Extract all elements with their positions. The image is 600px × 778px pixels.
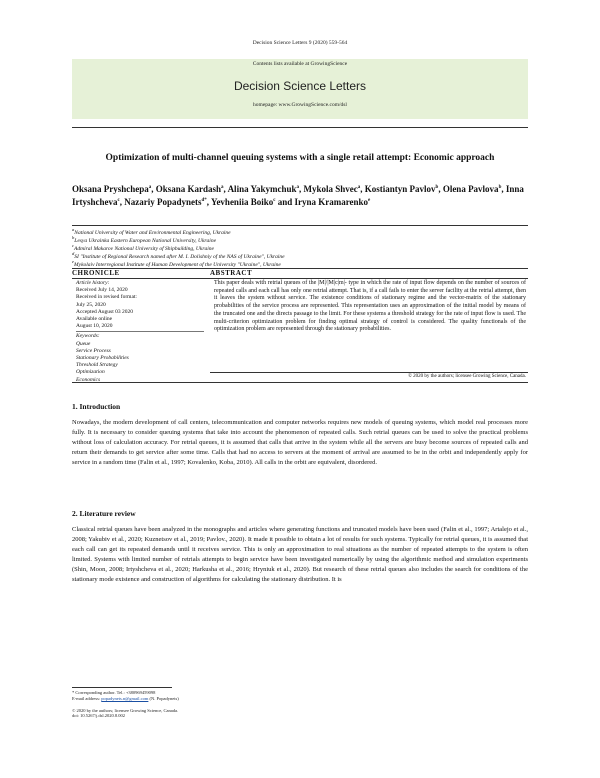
- chronicle-list: [76, 280, 204, 384]
- email-link[interactable]: popadynets.n@gmail.com: [101, 695, 149, 701]
- history-label: Article history:: [76, 280, 110, 286]
- author: Inna Irtyshcheva$^c$: [72, 184, 524, 207]
- affiliation: $^b$Lesya Ukrainka Eastern European National University, Ukraine: [72, 235, 217, 244]
- author: Oksana Pryshchepa$^a$: [72, 184, 152, 194]
- doi-line[interactable]: doi: 10.5267/j.dsl.2020.8.002: [72, 713, 126, 719]
- journal-banner: [72, 59, 528, 119]
- affiliation: $^d$SI "Institute of Regional Research named after M. I. Dolishniy of the NAS of Ukraine", Ukraine: [72, 251, 285, 260]
- paper-title: Optimization of multi-channel queuing systems with a single retail attempt: Economic approach: [105, 153, 495, 163]
- accepted-date: Accepted August 03 2020: [76, 308, 133, 315]
- footnote-rule: [72, 687, 172, 688]
- top-divider: [72, 127, 528, 128]
- author: Oksana Kardash$^a$: [155, 184, 224, 194]
- abstract-rule: [210, 372, 528, 373]
- author: Mykola Shvec$^a$: [303, 184, 361, 194]
- abstract-text: This paper deals with retrial queues of the |M|/|M|c|m|- type in which the rate of input flow depends on the number of sources of repeated calls and each call has only one retrial attempt. That is, if a call fails to enter the server facility at the retrial attempt, then it leaves the system without service. The existence conditions of stationary regime and the vector-matrix of the stationary probabilities of the service process are represented. This representation uses an approximation of the initial model by means of the truncated one and the directs passage to the limit. For these systems a threshold strategy for the rate of input flow is used. The multi-criterion optimization problem for finding optimal strategy of control is considered. The quality functionals of the optimization problem are represented through the stationary probabilities.: [214, 280, 526, 333]
- section-heading-introduction: 1. Introduction: [72, 402, 121, 411]
- license-line: © 2020 by the authors; licensee Growing Science, Canada.: [72, 707, 179, 713]
- author-list: Oksana Pryshchepa$^a$, Oksana Kardash$^a$, Alina Yakymchuk$^a$, Mykola Shvec$^a$, Kostiantyn Pavlov$^b$, Olena Pavlova$^b$, Inna Irtyshcheva$^c$, Nazariy Popadynets$^{d*}$, Yevheniia Boiko$^c$ and Iryna Kramarenko$^e$: [72, 184, 524, 207]
- author: Nazariy Popadynets$^{d*}$: [124, 197, 207, 207]
- online-label: Available online: [76, 316, 113, 323]
- section-heading-literature: 2. Literature review: [72, 509, 136, 518]
- corresponding-author: * Corresponding author. Tel.: +380969459098: [72, 690, 156, 695]
- contents-line: Contents lists available at GrowingScience: [252, 61, 348, 67]
- keyword: Stationary Probabilities: [76, 355, 129, 362]
- keyword: Optimization: [76, 369, 105, 376]
- abstract-heading: ABSTRACT: [210, 269, 253, 277]
- keyword: Service Process: [76, 347, 111, 354]
- revised-label: Received in revised format:: [76, 294, 137, 301]
- author: Yevheniia Boiko$^c$: [210, 197, 276, 207]
- keyword: Threshold Strategy: [76, 362, 118, 369]
- affiliation: $^a$National University of Water and Environmental Engineering, Ukraine: [72, 227, 231, 236]
- keyword: Queue: [76, 340, 91, 347]
- received-date: Received July 14, 2020: [76, 287, 128, 294]
- online-date: August 10, 2020: [76, 323, 113, 330]
- keywords-label: Keywords:: [76, 333, 100, 340]
- author: Olena Pavlova$^b$: [442, 184, 502, 194]
- chronicle-heading: CHRONICLE: [72, 269, 120, 277]
- journal-title: Decision Science Letters: [233, 79, 367, 93]
- literature-paragraph: Classical retrial queues have been analyzed in the monographs and articles where generating functions and truncated models have been used (Falin et al., 1997; Artalejo et al., 2008; Yakubiv et al., 2020; Kuznetsov et al., 2019; Pavlov., 2020). It made it possible to obtain a lot of results for such systems. Typically for retrial queues, it is assumed that each call can get its repeated demands until it receives service. This is only an approximation to real situations as the number of repeated attempts to the system is often limited. Systems with limited number of retrials attempts to begin service have been investigated numerically by using the algorithmic method and simulation experiments (Shin, Moon, 2008; Irtyshcheva et al., 2020; Harkusha et al., 2016; Hryniuk et al., 2020). But research of these retrial queues also includes the search for conditions of the stationary mode existence and construction of algorithms for calculating the stationary distribution. It is: [72, 526, 528, 583]
- author-divider: [72, 225, 528, 226]
- author: Alina Yakymchuk$^a$: [227, 184, 299, 194]
- keyword: Economics: [76, 376, 101, 383]
- affiliation: $^e$Mykolaiv Interregional Institute of Human Development of the University "Ukraine", Ukraine: [72, 259, 281, 268]
- info-block: [0, 268, 600, 388]
- keywords-divider: [76, 331, 204, 332]
- author: Kostiantyn Pavlov$^b$: [364, 184, 439, 194]
- abstract-copyright: © 2020 by the authors; licensee Growing Science, Canada.: [408, 374, 526, 379]
- affiliation: $^c$Admiral Makarov National University of Shipbuilding, Ukraine: [72, 243, 214, 252]
- author: Iryna Kramarenko$^e$: [294, 197, 371, 207]
- chronicle-bottom-rule: [72, 278, 528, 279]
- email-line: E-mail address: popadynets.n@gmail.com (N. Popadynets): [72, 695, 179, 701]
- footnotes: [72, 690, 179, 719]
- journal-homepage[interactable]: homepage: www.GrowingScience.com/dsl: [253, 102, 347, 108]
- info-bottom-rule: [72, 382, 528, 383]
- journal-reference: Decision Science Letters 9 (2020) 559-564: [252, 40, 348, 46]
- introduction-paragraph: Nowadays, the modern development of call centers, telecommunication and computer networks requires new models of queuing systems, which model real processes more fully. It is necessary to consider queuing systems that take into account the phenomenon of repeated calls. Such retrial queues can be used to solve the practical problems without loss of calculation accuracy. For retrial queues, it is assumed that calls that arrive in the system while all the servers are busy become sources of repeated calls and return their demands to get service after some time. Calls that had no access to servers at the moment of arrival are assumed to be in the orbit and independently apply for service in a random time (Falin et al., 1997; Kovalenko, Koba, 2010). All calls in the orbit are equivalent, disordered.: [72, 419, 528, 466]
- revised-date: July 25, 2020: [76, 301, 106, 308]
